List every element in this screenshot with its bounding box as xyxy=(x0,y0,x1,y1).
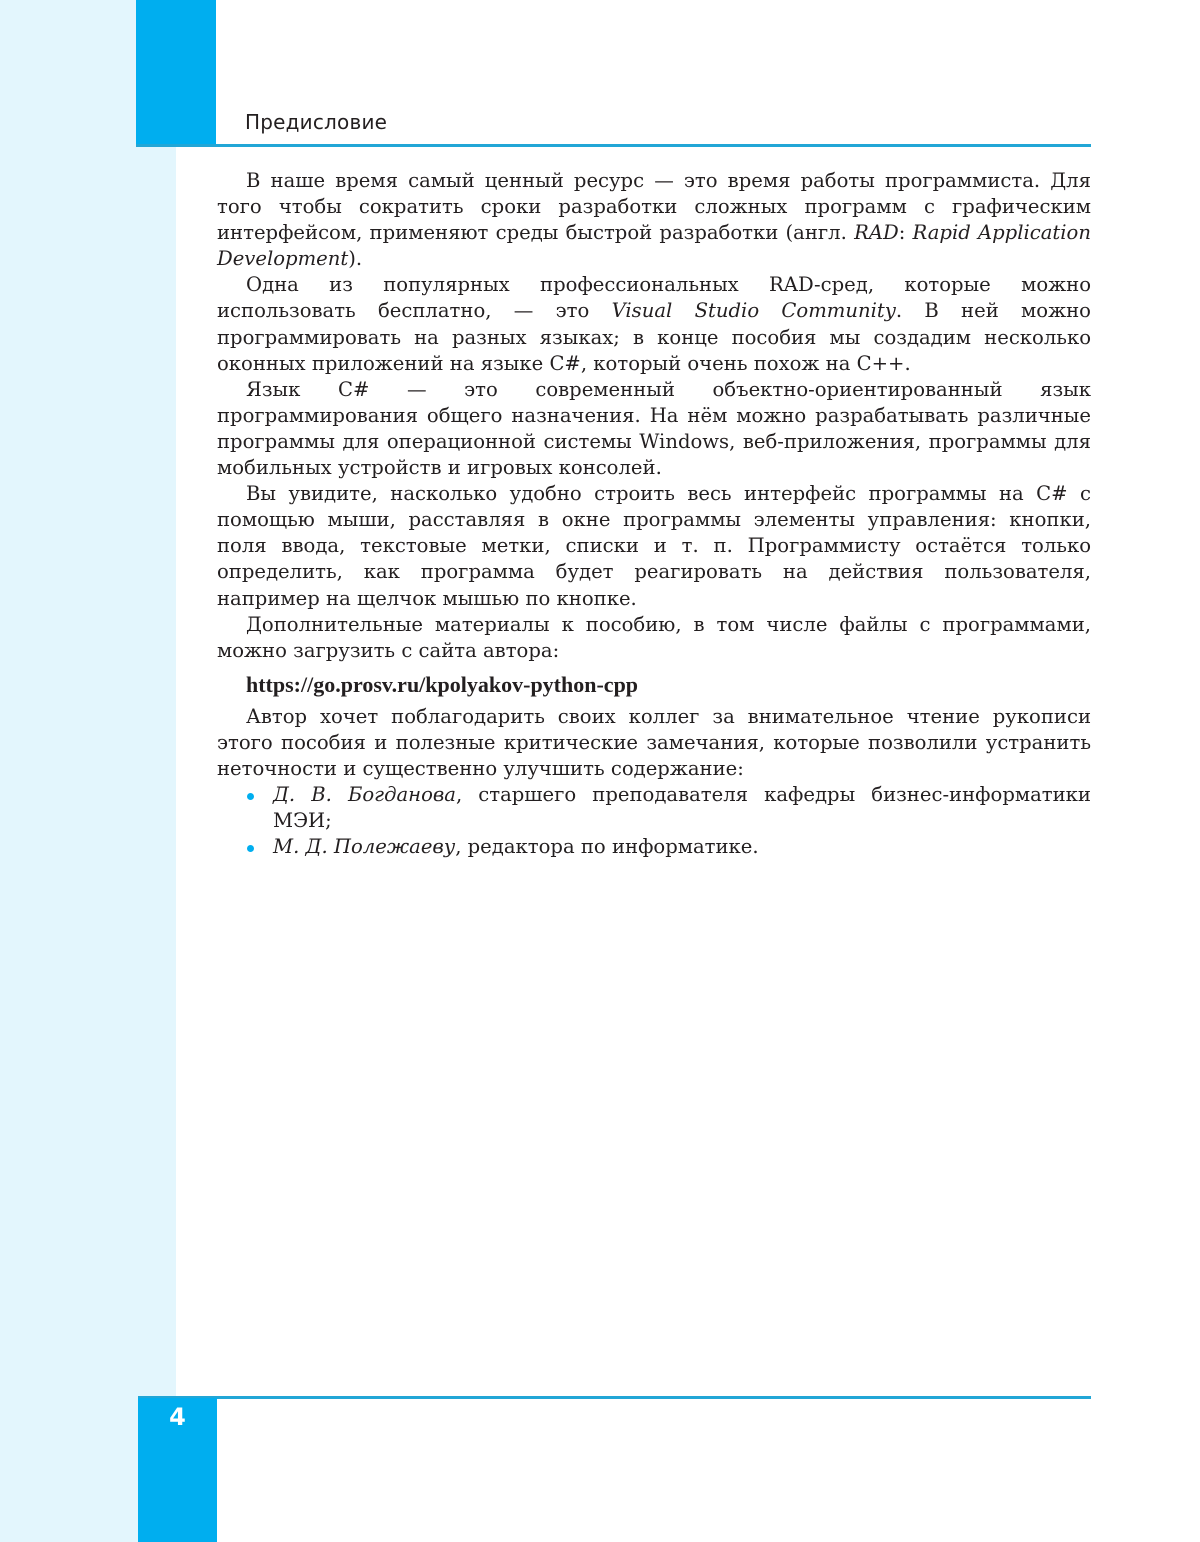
paragraph-rad: В наше время самый ценный ресурс — это время работы программиста. Для того чтобы сократить сроки разработки сложных программ с графическим интерфейсом, применяют среды быстрой разработки (англ. RAD: Rapid Application Development). xyxy=(217,169,1091,271)
footer-rule xyxy=(138,1396,1091,1399)
person-name: М. Д. Полежаеву xyxy=(273,835,456,859)
margin-strip xyxy=(0,0,176,1542)
page-number: 4 xyxy=(169,1403,186,1431)
term-rad: RAD xyxy=(854,221,899,245)
person-role: , старшего преподавателя кафедры бизнес-информатики МЭИ; xyxy=(273,783,1091,833)
section-title: Предисловие xyxy=(245,110,388,134)
author-site-link[interactable]: https://go.prosv.ru/kpolyakov-python-cpp xyxy=(246,671,639,697)
paragraph-visual-studio: Одна из популярных профессиональных RAD-сред, которые можно использовать бесплатно, — это Visual Studio Community. В ней можно программировать на разных языках; в конце пособия мы создадим несколько оконных приложений на языке C#, который очень похож на C++. xyxy=(217,273,1091,375)
list-item xyxy=(217,782,1091,834)
thanks-list xyxy=(217,782,1091,860)
header-accent-block xyxy=(136,0,216,147)
paragraph-thanks: Автор хочет поблагодарить своих коллег за внимательное чтение рукописи этого пособия и полезные критические замечания, которые позволили устранить неточности и существенно улучшить содержание: xyxy=(217,704,1091,780)
person-role: , редактора по информатике. xyxy=(455,835,759,859)
term-rad-expansion: Rapid Application Development xyxy=(217,221,1091,271)
paragraph-materials: Дополнительные материалы к пособию, в том числе файлы с программами, можно загрузить с сайта автора: xyxy=(217,612,1091,662)
person-name: Д. В. Богданова xyxy=(273,783,456,807)
term-visual-studio: Visual Studio Community xyxy=(611,299,896,323)
bullet-icon xyxy=(247,845,254,852)
paragraph-csharp: Язык C# — это современный объектно-ориентированный язык программирования общего назначения. На нём можно разрабатывать различные программы для операционной системы Windows, веб-приложения, программы для мобильных устройств и игровых консолей. xyxy=(217,377,1091,480)
list-item xyxy=(217,834,1091,860)
header-rule xyxy=(136,144,1091,147)
bullet-icon xyxy=(247,793,254,800)
paragraph-interface: Вы увидите, насколько удобно строить весь интерфейс программы на C# с помощью мыши, расставляя в окне программы элементы управления: кнопки, поля ввода, текстовые метки, списки и т. п. Программисту остаётся только определить, как программа будет реагировать на действия пользователя, например на щелчок мышью по кнопке. xyxy=(217,482,1091,610)
page-content xyxy=(217,168,1091,860)
